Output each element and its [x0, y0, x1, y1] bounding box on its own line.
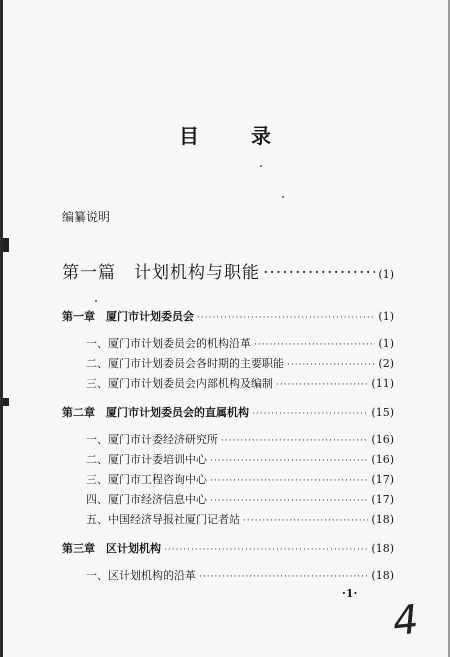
toc-section-entry [86, 355, 394, 371]
entry-page: (2) [378, 357, 394, 370]
scan-speck [260, 165, 262, 167]
entry-label: 二、厦门市计划委员会各时期的主要职能 [86, 357, 284, 370]
toc-part-entry [62, 258, 394, 283]
toc-title: 目 录 [179, 124, 287, 148]
leader-dots [252, 409, 368, 419]
entry-label: 第三章 区计划机构 [62, 542, 161, 555]
entry-label: 一、厦门市计划委员会的机构沿革 [86, 337, 251, 350]
entry-page: (17) [371, 473, 394, 486]
toc-section-entry [86, 431, 394, 447]
toc-section-entry [86, 567, 394, 583]
entry-page: (18) [371, 513, 394, 526]
toc-chapter-entry [62, 404, 394, 420]
entry-label: 第一章 厦门市计划委员会 [62, 310, 194, 323]
toc-section-entry [86, 491, 394, 507]
leader-dots [243, 516, 368, 526]
entry-page: (1) [378, 337, 394, 350]
scan-speck [95, 300, 97, 302]
toc-intro-entry: 编纂说明 [62, 210, 111, 224]
leader-dots [276, 380, 368, 390]
leader-dots [287, 360, 375, 370]
scan-speck [282, 196, 284, 198]
toc-section-entry [86, 375, 394, 391]
leader-dots [210, 456, 368, 466]
entry-label: 一、厦门市计委经济研究所 [86, 433, 218, 446]
leader-dots [164, 545, 368, 555]
leader-dots [210, 496, 368, 506]
entry-page: (1) [378, 268, 394, 281]
handwritten-annotation: 4 [390, 596, 421, 646]
entry-page: (1) [378, 310, 394, 323]
leader-dots [199, 572, 368, 582]
toc-chapter-entry [62, 308, 394, 324]
leader-dots [197, 313, 375, 323]
entry-label: 第二章 厦门市计划委员会的直属机构 [62, 406, 249, 419]
entry-label: 四、厦门市经济信息中心 [86, 493, 207, 506]
entry-label: 五、中国经济导报社厦门记者站 [86, 513, 240, 526]
toc-section-entry [86, 451, 394, 467]
entry-page: (15) [371, 406, 394, 419]
entry-label: 三、厦门市工程咨询中心 [86, 473, 207, 486]
toc-section-entry [86, 511, 394, 527]
toc-section-entry [86, 471, 394, 487]
leader-dots [254, 340, 375, 350]
toc-chapter-entry [62, 540, 394, 556]
scan-mark [3, 398, 9, 406]
page-number: ·1· [342, 587, 358, 600]
entry-page: (16) [371, 433, 394, 446]
entry-page: (11) [371, 377, 394, 390]
entry-page: (18) [371, 542, 394, 555]
entry-label: 三、厦门市计划委员会内部机构及编制 [86, 377, 273, 390]
scan-mark [3, 238, 9, 252]
entry-label: 二、厦门市计委培训中心 [86, 453, 207, 466]
entry-page: (17) [371, 493, 394, 506]
entry-page: (16) [371, 453, 394, 466]
leader-dots [210, 476, 368, 486]
toc-section-entry [86, 335, 394, 351]
leader-dots [263, 263, 375, 283]
leader-dots [221, 436, 368, 446]
entry-label: 一、区计划机构的沿革 [86, 569, 196, 582]
entry-page: (18) [371, 569, 394, 582]
entry-label: 第一篇 计划机构与职能 [62, 263, 260, 283]
scan-edge-left [0, 0, 3, 657]
